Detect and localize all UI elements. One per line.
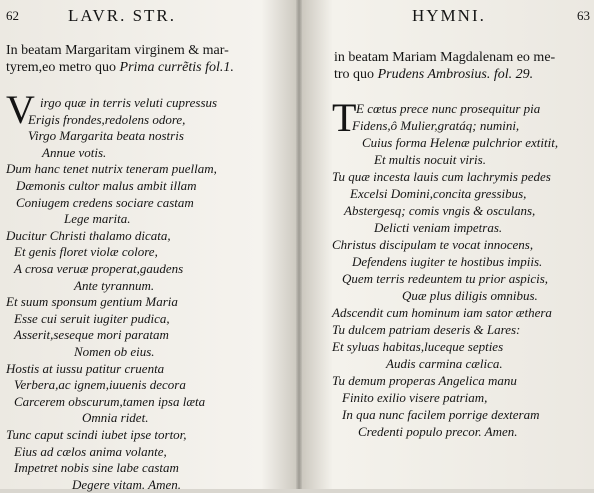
verse-line: Carcerem obscurum,tamen ipsa læta: [14, 393, 206, 409]
verse-line: Et suum sponsum gentium Maria: [6, 294, 178, 310]
verse-line: A crosa veruæ properat,gaudens: [14, 261, 184, 276]
verse-line: Nomen ob eius.: [74, 344, 155, 359]
right-running-head: HYMNI.: [412, 6, 486, 25]
verse-line: Ducitur Christi thalamo dicata,: [6, 227, 171, 243]
verse-line: Esse cui seruit iugiter pudica,: [14, 310, 170, 326]
verse-line: Dum hanc tenet nutrix teneram puellam,: [6, 161, 217, 177]
verse-line: Excelsi Domini,concita gressibus,: [350, 186, 527, 201]
verse-line: Cuius forma Helenæ pulchrior extitit,: [362, 135, 559, 150]
verse-line: Asserit,seseque mori paratam: [14, 327, 169, 343]
verse-line: Verbera,ac ignem,iuuenis decora: [14, 377, 186, 393]
left-heading-line-2: [6, 59, 291, 76]
verse-line: Abstergesq; comis vngis & osculans,: [344, 203, 536, 218]
left-running-head: LAVR. STR.: [68, 6, 177, 25]
right-heading-line-1: in beatam Mariam Magdalenam eo me-: [334, 50, 556, 65]
verse-line: Erigis frondes,redolens odore,: [28, 111, 186, 127]
verse-line: Dæmonis cultor malus ambit illam: [16, 178, 197, 193]
verse-line: Audis carmina cælica.: [386, 356, 503, 371]
verse-line: Finito exilio visere patriam,: [342, 390, 488, 405]
verse-line: Quæ plus diligis omnibus.: [402, 288, 538, 303]
right-page-number: 63: [577, 8, 590, 23]
verse-line: Tunc caput scindi iubet ipse tortor,: [6, 427, 187, 442]
right-heading-line-2-roman: tro quo: [334, 67, 378, 82]
verse-line: Adscendit cum hominum iam sator æthera: [332, 305, 552, 320]
verse-line: In qua nunc facilem porrige dexteram: [342, 407, 540, 422]
left-hymn-heading: [6, 42, 291, 76]
right-heading-line-2: [334, 66, 592, 83]
verse-line: Christus discipulam te vocat innocens,: [332, 237, 534, 252]
verse-line: Et multis nocuit viris.: [374, 152, 486, 167]
verse-line: Lege marita.: [64, 211, 131, 227]
right-dropcap: T: [332, 95, 357, 140]
verse-line: Tu demum properas Angelica manu: [332, 373, 517, 388]
verse-line: Delicti veniam impetras.: [374, 220, 503, 235]
verse-line: Virgo Margarita beata nostris: [28, 128, 184, 144]
verse-line: irgo quæ in terris veluti cupressus: [40, 95, 218, 110]
verse-line: Omnia ridet.: [82, 410, 149, 426]
verse-line: Credenti populo precor. Amen.: [358, 424, 518, 439]
verse-line: Ante tyrannum.: [74, 277, 155, 293]
right-running-header: [302, 6, 594, 26]
verse-line: Tu dulcem patriam deseris & Lares:: [332, 322, 521, 337]
left-heading-line-2-italic: Prima currẽtis fol.1.: [119, 60, 234, 75]
left-heading-line-2-roman: tyrem,eo metro quo: [6, 60, 120, 75]
verse-line: Et genis floret violæ colore,: [14, 244, 158, 260]
left-page-number: 62: [6, 8, 19, 23]
verse-line: Hostis at iussu patitur cruenta: [6, 360, 165, 376]
right-page: [302, 0, 594, 489]
right-heading-line-2-italic: Prudens Ambrosius. fol. 29.: [377, 67, 534, 82]
verse-line: Et syluas habitas,luceque septies: [332, 339, 504, 354]
verse-line: Annue votis.: [42, 144, 107, 160]
verse-line: Degere vitam. Amen.: [72, 476, 182, 492]
verse-line: Fidens,ô Mulier,gratáq; numini,: [352, 118, 520, 133]
verse-line: Tu quæ incesta lauis cum lachrymis pedes: [332, 169, 551, 184]
left-page: [0, 0, 296, 492]
verse-line: Coniugem credens sociare castam: [16, 194, 194, 210]
left-dropcap: V: [6, 87, 35, 132]
verse-line: Impetret nobis sine labe castam: [14, 460, 179, 476]
left-running-header: [0, 6, 296, 26]
verse-line: E cœtus prece nunc prosequitur pia: [356, 101, 541, 116]
verse-line: Eius ad cælos anima volante,: [14, 443, 167, 459]
verse-line: Defendens iugiter te hostibus impiis.: [352, 254, 543, 269]
verse-line: Quem terris redeuntem tu prior aspicis,: [342, 271, 549, 286]
left-heading-line-1: In beatam Margaritam virginem & mar-: [6, 43, 229, 58]
right-hymn-heading: [334, 49, 592, 83]
